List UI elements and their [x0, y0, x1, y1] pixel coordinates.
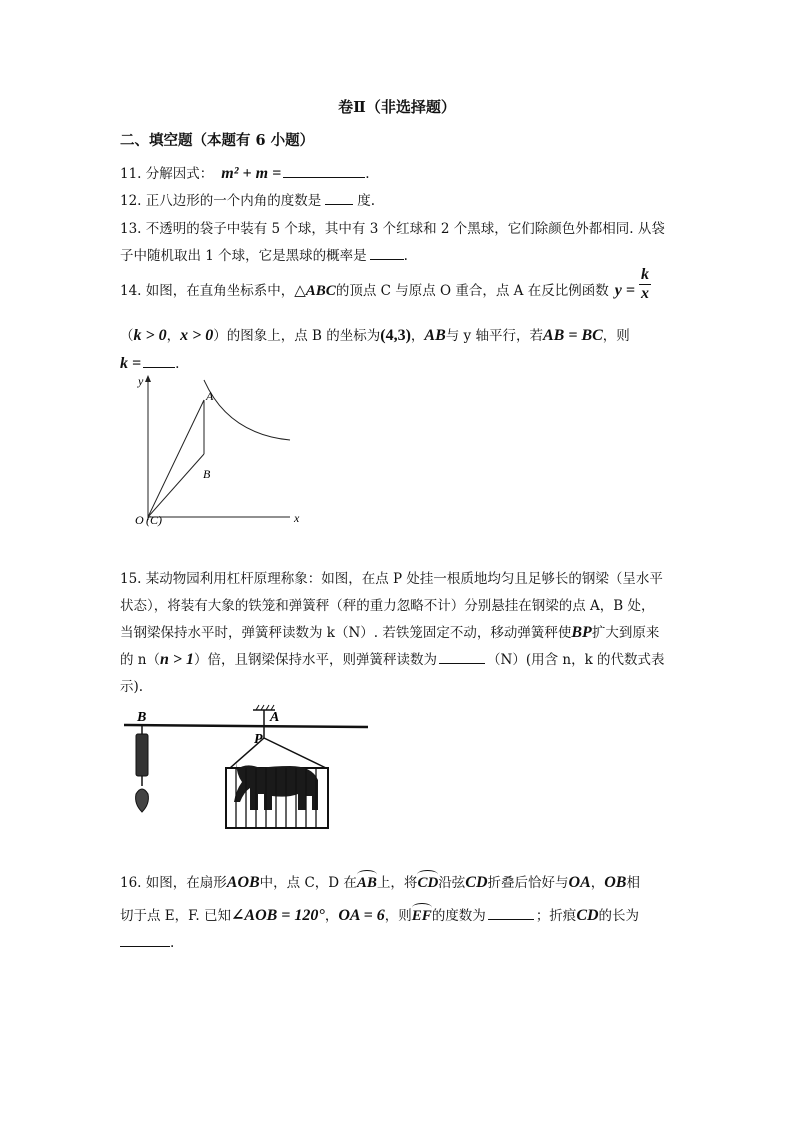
q14-equation: AB = BC: [542, 327, 603, 344]
q16-text-m: 的长为: [598, 908, 640, 924]
q15-lever-figure: [120, 702, 370, 832]
q16-arc-ef: EF: [412, 903, 432, 925]
part-title: 卷Ⅱ（非选择题）: [338, 98, 456, 116]
segment-ca: [148, 400, 204, 517]
q14-text-b: 的顶点 C 与原点 O 重合，点 A 在反比例函数: [335, 283, 609, 299]
question-13-line-2: [120, 244, 408, 264]
q16-answer-blank-2[interactable]: [120, 934, 170, 947]
question-14-line-2: [120, 324, 630, 345]
q16-text-g: 相: [626, 875, 640, 891]
label-b: B: [137, 710, 147, 725]
question-12: [120, 189, 375, 209]
label-b: B: [203, 467, 211, 481]
question-15-line-5: 示).: [120, 679, 144, 695]
segment-cb: [148, 454, 204, 517]
q16-crease-cd: CD: [576, 907, 599, 924]
q15-answer-blank[interactable]: [439, 651, 485, 664]
label-a: A: [270, 710, 280, 725]
question-15-line-1: 15. 某动物园利用杠杆原理称象：如图，在点 P 处挂一根质地均匀且足够长的钢梁（呈水平: [120, 571, 663, 587]
q14-text-a: 14. 如图，在直角坐标系中，: [120, 283, 295, 299]
question-14-line-1: [120, 266, 651, 303]
q14-answer-blank[interactable]: [143, 355, 175, 368]
q16-text-b: 中，点 C，D 在: [259, 875, 357, 891]
q14-fraction: [639, 266, 651, 302]
q12-prefix: 12. 正八边形的一个内角的度数是: [120, 193, 322, 209]
q15-text-b: 扩大到原来: [591, 625, 660, 641]
q12-answer-blank[interactable]: [325, 192, 353, 205]
label-c: (C): [146, 513, 162, 527]
question-16-line-2: [120, 903, 639, 925]
q11-expression: m² + m =: [221, 165, 282, 182]
steel-beam: [124, 725, 368, 727]
q14-text-c: ）的图象上，点 B 的坐标为: [213, 328, 381, 344]
q14-paren-open: （: [120, 328, 134, 344]
q16-text-e: 折叠后恰好与: [487, 875, 569, 891]
q16-chord-cd: CD: [465, 874, 488, 891]
q16-aob: AOB: [226, 874, 260, 891]
label-p: P: [254, 732, 263, 747]
q16-ob: OB: [604, 874, 627, 891]
y-axis-arrow: [145, 375, 151, 382]
q16-arc-ab: AB: [357, 870, 377, 892]
q16-text-k: 的度数为: [431, 908, 486, 924]
q16-text-l: ；折痕: [535, 908, 577, 924]
q14-text-e: 与 y 轴平行，若: [445, 328, 543, 344]
q16-oa-length: OA = 6: [338, 907, 385, 924]
q15-condition: n > 1: [160, 651, 195, 668]
label-a: A: [206, 389, 214, 403]
q11-answer-blank[interactable]: [283, 165, 365, 178]
q12-suffix: 度.: [357, 193, 376, 209]
q15-text-d: ）倍，且钢梁保持水平，则弹簧秤读数为: [194, 652, 438, 668]
q16-text-h: 切于点 E，F. 已知: [120, 908, 231, 924]
q11-prefix: 11. 分解因式：: [120, 166, 214, 182]
question-15-line-3: [120, 621, 659, 642]
q16-text-f: ，: [590, 875, 605, 891]
question-13-line-1: 13. 不透明的袋子中装有 5 个球，其中有 3 个红球和 2 个黑球，它们除颜色外都相同. 从袋: [120, 221, 665, 237]
q14-condition-x: x > 0: [180, 327, 214, 344]
q14-fraction-denominator: x: [640, 285, 649, 302]
q16-text-d: 沿弦: [438, 875, 466, 891]
q15-text-c: 的 n（: [120, 652, 160, 668]
label-y: y: [138, 374, 144, 388]
q16-arc-cd: CD: [417, 870, 438, 892]
q15-text-e: （N）(用含 n，k 的代数式表: [487, 652, 665, 668]
q14-ab: AB: [424, 327, 446, 344]
label-o: O: [135, 513, 144, 527]
q14-comma: ，: [166, 328, 181, 344]
q16-text-i: ，: [324, 908, 339, 924]
scale-weight: [136, 789, 149, 812]
q11-suffix: .: [365, 166, 370, 182]
question-11: [120, 162, 369, 183]
q14-coordinate-figure: [118, 372, 318, 532]
spring-scale: [136, 734, 148, 776]
q14-condition-k: k > 0: [133, 327, 167, 344]
question-14-line-3: [120, 355, 179, 373]
q14-text-f: ，则: [602, 328, 630, 344]
cage-strap-right: [264, 738, 326, 768]
question-16-line-1: [120, 870, 640, 892]
q14-k-equals: k =: [120, 355, 142, 372]
q16-text-c: 上，将: [376, 875, 418, 891]
q16-oa: OA: [568, 874, 591, 891]
q16-answer-blank-1[interactable]: [488, 907, 534, 920]
q13-suffix: .: [403, 248, 408, 264]
q14-period: .: [175, 356, 180, 372]
q13-answer-blank[interactable]: [370, 247, 404, 260]
question-15-line-4: [120, 648, 665, 669]
hyperbola-curve: [204, 380, 290, 440]
q14-fraction-numerator: k: [640, 266, 649, 284]
q14-text-d: ，: [410, 328, 425, 344]
q16-period: .: [170, 935, 175, 951]
q14-triangle: △ABC: [294, 283, 336, 299]
q13-prefix: 子中随机取出 1 个球，它是黑球的概率是: [120, 248, 367, 264]
label-x: x: [294, 511, 300, 525]
q14-coordinate: (4,3): [380, 327, 411, 344]
question-16-line-3: [120, 934, 174, 951]
q16-angle: ∠AOB = 120°: [231, 907, 325, 924]
q14-function-lhs: y =: [614, 282, 635, 299]
section-title: 二、填空题（本题有 6 小题）: [120, 132, 315, 149]
q15-text-a: 当钢梁保持水平时，弹簧秤读数为 k（N）. 若铁笼固定不动，移动弹簧秤使: [120, 625, 572, 641]
q16-text-j: ，则: [384, 908, 412, 924]
question-15-line-2: 状态），将装有大象的铁笼和弹簧秤（秤的重力忽略不计）分别悬挂在钢梁的点 A，B 处，: [120, 598, 655, 614]
q16-text-a: 16. 如图，在扇形: [120, 875, 227, 891]
q15-bp: BP: [571, 624, 592, 641]
